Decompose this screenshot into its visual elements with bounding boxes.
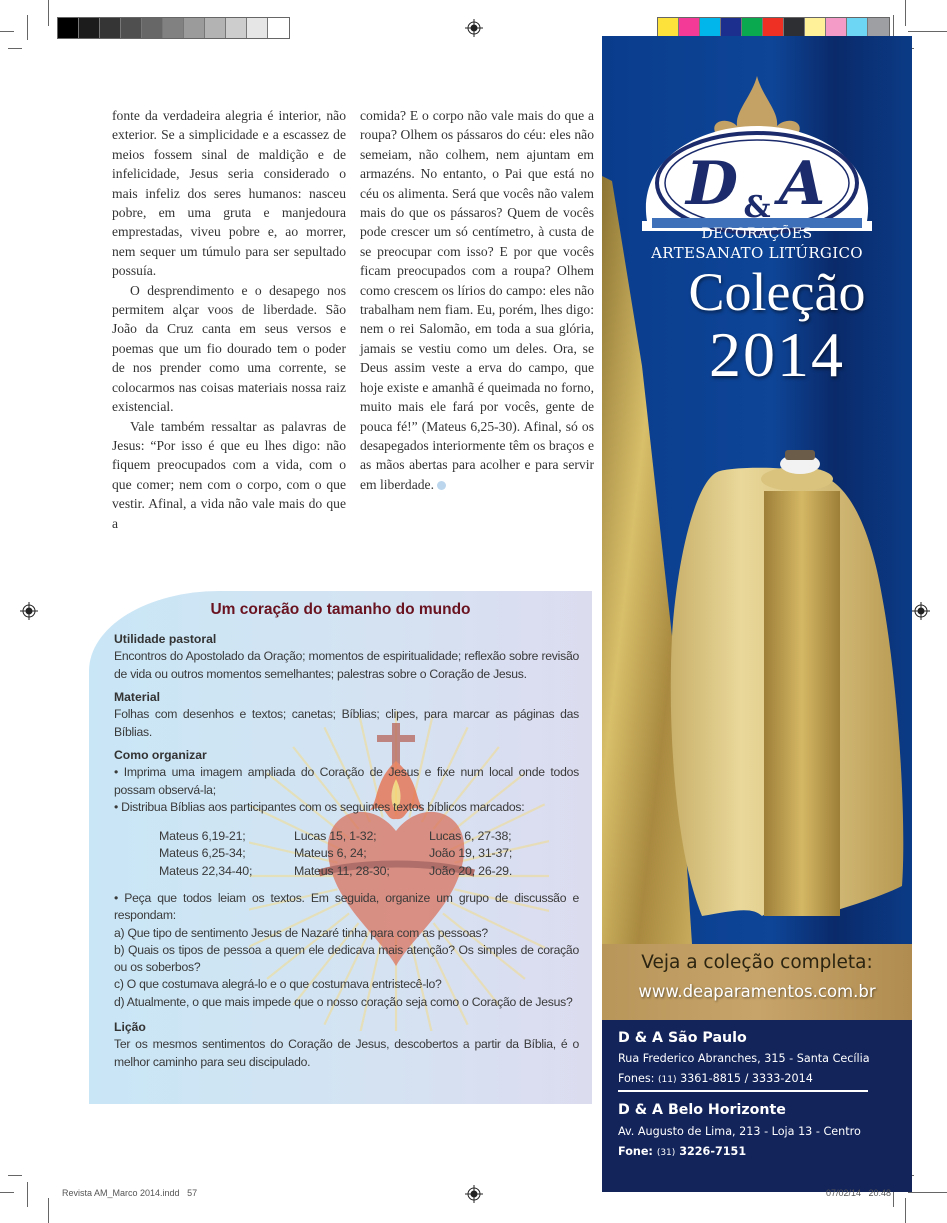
- cta-text: Veja a coleção completa:: [641, 952, 873, 973]
- store-contacts: [602, 1020, 912, 1192]
- question-item: d) Atualmente, o que mais impede que o nosso coração seja como o Coração de Jesus?: [114, 994, 573, 1009]
- bible-references-column-1: [159, 828, 252, 880]
- article-paragraph: O desprendimento e o desapego nos permitem alçar voos de liberdade. São João da Cruz canta em seus versos e poemas que um fio dourado tem o poder de nos prender como uma corrente, se colocarmos nas coisas materiais nossa raiz existencial.: [112, 282, 346, 415]
- article-column-1: [112, 106, 346, 533]
- store-phone: [618, 1072, 813, 1085]
- registration-mark-icon: [20, 602, 38, 620]
- article-paragraph: [360, 106, 594, 494]
- color-swatch: [79, 18, 100, 38]
- section-licao: [114, 1019, 579, 1071]
- article-paragraph: fonte da verdadeira alegria é interior, não exterior. Se a simplicidade e a escassez de meios fossem sinal de maldição e de infelicidade, Jesus seria considerado o mais infeliz dos seres humanos: nasceu pobre, em uma gruta e manjedoura emprestadas, viveu pobre e, ao morrer, nem sequer um túmulo para ser sepultado possuía.: [112, 108, 346, 279]
- phone-numbers: 3361-8815 / 3333-2014: [680, 1072, 813, 1085]
- crop-mark: [8, 48, 22, 49]
- area-code: (11): [658, 1075, 677, 1085]
- section-text: Encontros do Apostolado da Oração; momentos de espiritualidade; reflexão sobre revisão de vida ou outros momentos semelhantes; palestras sobre o Coração de Jesus.: [114, 649, 579, 681]
- bible-reference: João 20, 26-29.: [429, 863, 513, 878]
- section-heading: Utilidade pastoral: [114, 632, 217, 646]
- crop-mark: [27, 1182, 28, 1207]
- bible-reference: João 19, 31-37;: [429, 846, 513, 861]
- section-heading: Lição: [114, 1020, 146, 1034]
- crop-mark: [48, 0, 49, 26]
- mannequin-top: [785, 450, 815, 460]
- bible-reference: Mateus 6,19-21;: [159, 829, 246, 843]
- section-text: Folhas com desenhos e textos; canetas; Bíblias; clipes, para marcar as páginas das Bíblias.: [114, 707, 579, 739]
- color-swatch: [826, 18, 847, 38]
- store-name: D & A São Paulo: [618, 1030, 747, 1046]
- crop-mark: [908, 1192, 947, 1193]
- section-heading: Como organizar: [114, 748, 207, 762]
- section-discussion: [114, 890, 579, 1011]
- color-swatch: [184, 18, 205, 38]
- crop-mark: [27, 15, 28, 40]
- brand-line-artesanato: ARTESANATO LITÚRGICO: [651, 244, 863, 262]
- bible-references-column-2: [294, 828, 390, 880]
- section-material: [114, 689, 579, 741]
- crop-mark: [908, 31, 947, 32]
- store-name: D & A Belo Horizonte: [618, 1102, 786, 1118]
- bible-reference: Mateus 22,34-40;: [159, 863, 253, 878]
- article-column-2: [360, 106, 594, 494]
- color-swatch: [721, 18, 742, 38]
- phone-label: Fone:: [618, 1145, 653, 1158]
- brand-line-decoracoes: DECORAÇÕES: [701, 226, 813, 242]
- registration-mark-icon: [912, 602, 930, 620]
- grayscale-color-bar: [57, 17, 290, 39]
- bible-reference: Mateus 6,25-34;: [159, 846, 246, 861]
- sidebar-box: [89, 591, 592, 1104]
- area-code: (31): [656, 1148, 676, 1158]
- crop-mark: [8, 1175, 22, 1176]
- store-address: Rua Frederico Abranches, 315 - Santa Cecília: [618, 1052, 870, 1065]
- color-swatch: [226, 18, 247, 38]
- crop-mark: [905, 0, 906, 26]
- color-swatch: [100, 18, 121, 38]
- crop-mark: [905, 1198, 906, 1223]
- registration-mark-icon: [465, 19, 483, 37]
- phone-numbers: 3226-7151: [679, 1145, 747, 1158]
- crop-mark: [0, 1192, 14, 1193]
- bible-reference: Mateus 6, 24;: [294, 846, 367, 861]
- file-info-slug: Revista AM_Marco 2014.indd 57: [62, 1188, 198, 1198]
- color-swatch: [700, 18, 721, 38]
- section-text: Ter os mesmos sentimentos do Coração de Jesus, descobertos a partir da Bíblia, é o melhor caminho para seu discipulado.: [114, 1037, 579, 1069]
- registration-mark-icon: [465, 1185, 483, 1203]
- color-swatch: [763, 18, 784, 38]
- box-title: Um coração do tamanho do mundo: [210, 601, 471, 618]
- bible-reference: Lucas 15, 1-32;: [294, 829, 377, 843]
- crop-mark: [48, 1198, 49, 1223]
- bullet-item: • Imprima uma imagem ampliada do Coração de Jesus e fixe num local onde todos possam observá-la;: [114, 765, 579, 797]
- collection-title: Coleção: [688, 262, 866, 322]
- color-swatch: [163, 18, 184, 38]
- end-of-article-dot-icon: [437, 481, 446, 490]
- color-swatch: [784, 18, 805, 38]
- section-utilidade-pastoral: [114, 631, 579, 683]
- article-text: comida? E o corpo não vale mais do que a roupa? Olhem os pássaros do céu: eles não semeiam, não colhem, nem ajuntam em armazéns. No entanto, o Pai que está no céu os alimenta. Será que vocês não valem mais do que os pássaros? Quem de vocês pode crescer um só centímetro, à custa de se preocupar com isso? E por que vocês ficam preocupados com a roupa? Olhem como crescem os lírios do campo: eles não trabalham nem fiam. Eu, porém, lhes digo: nem o rei Salomão, em toda a sua glória, jamais se vestiu como um deles. Ora, se Deus assim veste a erva do campo, que hoje existe e amanhã é queimada no forno, muito mais ele fará por vocês, gente de pouca fé!” (Mateus 6,25-30). Afinal, só os desapegados interiormente têm os braços e as mãos abertas para acolher e para servir em liberdade.: [360, 108, 594, 492]
- bible-reference: Lucas 6, 27-38;: [429, 829, 512, 843]
- store-phone: [618, 1145, 746, 1158]
- color-swatch: [679, 18, 700, 38]
- question-item: a) Que tipo de sentimento Jesus de Nazaré tinha para com as pessoas?: [114, 925, 488, 940]
- website-link[interactable]: www.deaparamentos.com.br: [638, 982, 876, 1001]
- color-swatch: [868, 18, 889, 38]
- bible-references-column-3: [429, 828, 512, 880]
- advertisement-panel: [602, 36, 912, 1192]
- section-heading: Material: [114, 690, 161, 704]
- bible-reference: Mateus 11, 28-30;: [294, 863, 390, 878]
- print-timestamp: 07/02/14 20:48: [826, 1188, 892, 1198]
- divider: [618, 1090, 868, 1092]
- store-address: Av. Augusto de Lima, 213 - Loja 13 - Centro: [618, 1125, 861, 1138]
- question-item: c) O que costumava alegrá-lo e o que costumava entristecê-lo?: [114, 977, 442, 992]
- color-swatch: [742, 18, 763, 38]
- bullet-item: • Distribua Bíblias aos participantes com os seguintes textos bíblicos marcados:: [114, 799, 525, 814]
- color-swatch: [847, 18, 868, 38]
- collection-year: 2014: [709, 319, 845, 390]
- color-swatch: [58, 18, 79, 38]
- phone-label: Fones:: [618, 1072, 655, 1085]
- color-swatch: [268, 18, 289, 38]
- color-swatch: [805, 18, 826, 38]
- section-como-organizar: [114, 747, 579, 816]
- orphrey-band: [764, 491, 840, 916]
- color-swatch: [658, 18, 679, 38]
- color-swatch: [205, 18, 226, 38]
- logo-ampersand: &: [743, 190, 771, 225]
- crop-mark: [0, 31, 14, 32]
- color-swatch: [247, 18, 268, 38]
- article-paragraph: Vale também ressaltar as palavras de Jesus: “Por isso é que eu lhes digo: não fiquem preocupados com a vida, com o que comer; nem com o corpo, com o que vestir. Afinal, a vida não vale mais do que a: [112, 418, 346, 531]
- logo-letter-a: A: [778, 149, 826, 219]
- bullet-item: • Peça que todos leiam os textos. Em seguida, organize um grupo de discussão e respondam:: [114, 891, 579, 923]
- logo-letter-d: D: [685, 149, 739, 219]
- question-item: b) Quais os tipos de pessoa a quem ele dedicava mais atenção? Os simples de coração ou os soberbos?: [114, 942, 579, 975]
- color-swatch: [142, 18, 163, 38]
- color-swatch: [121, 18, 142, 38]
